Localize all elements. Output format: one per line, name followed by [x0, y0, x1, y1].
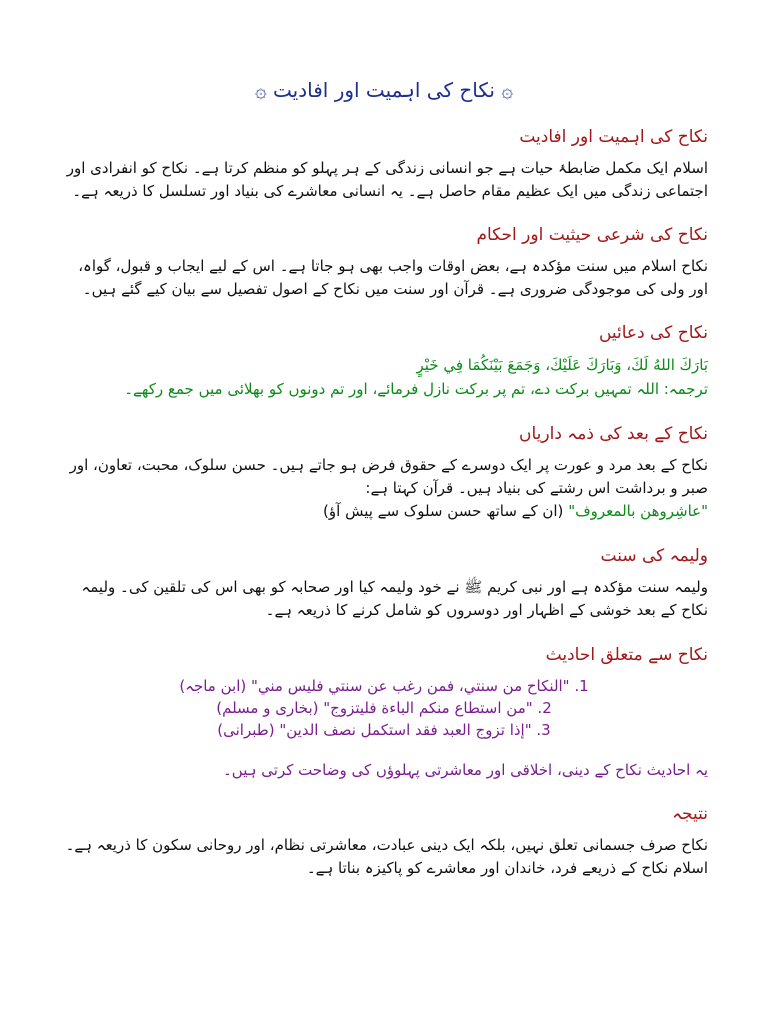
section-walima: [60, 545, 708, 622]
section-paragraph: [60, 454, 708, 523]
quran-quote: "عاشِروهن بالمعروف": [568, 502, 708, 520]
duties-body: نکاح کے بعد مرد و عورت پر ایک دوسرے کے حقوق فرض ہو جاتے ہیں۔ حسن سلوک، محبت، تعاون، اور صبر و برداشت اس رشتے کی بنیاد ہیں۔ قرآن کہتا ہے:: [69, 456, 708, 497]
section-duties: [60, 423, 708, 523]
section-heading: نکاح سے متعلق احادیث: [545, 645, 708, 665]
document-title: ۞ نکاح کی اہمیت اور افادیت ۞: [254, 78, 514, 102]
hadith-item: 2. "من استطاع منكم الباءة فليتزوج" (بخاری و مسلم): [216, 699, 552, 717]
hadith-list: [60, 675, 708, 741]
dua-translation: ترجمہ: اللہ تمہیں برکت دے، تم پر برکت نازل فرمائے، اور تم دونوں کو بھلائی میں جمع رکھے۔: [124, 380, 708, 398]
hadith-item: 3. "إذا تزوج العبد فقد استكمل نصف الدين" (طبرانی): [217, 721, 551, 739]
section-heading: نکاح کے بعد کی ذمہ داریاں: [518, 424, 708, 444]
section-paragraph: نکاح صرف جسمانی تعلق نہیں، بلکہ ایک دینی عبادت، معاشرتی نظام، اور روحانی سکون کا ذریعہ ہے۔ اسلام نکاح کے ذریعے فرد، خاندان اور معاشرے کو پاکیزہ بناتا ہے۔: [65, 836, 708, 877]
section-hadith: [60, 644, 708, 781]
section-paragraph: نکاح اسلام میں سنت مؤکدہ ہے، بعض اوقات واجب بھی ہو جاتا ہے۔ اس کے لیے ایجاب و قبول، گواہ، اور ولی کی موجودگی ضروری ہے۔ قرآن اور سنت میں نکاح کے اصول تفصیل سے بیان کیے گئے ہیں۔: [78, 257, 708, 298]
section-duas: [60, 323, 708, 401]
section-heading: نکاح کی شرعی حیثیت اور احکام: [476, 225, 708, 245]
hadith-note: یہ احادیث نکاح کے دینی، اخلاقی اور معاشرتی پہلوؤں کی وضاحت کرتی ہیں۔: [223, 761, 708, 779]
section-paragraph: اسلام ایک مکمل ضابطۂ حیات ہے جو انسانی زندگی کے ہر پہلو کو منظم کرتا ہے۔ نکاح کو انفرادی اور اجتماعی زندگی میں ایک عظیم مقام حاصل ہے۔ یہ انسانی معاشرے کی بنیاد اور تسلسل کا ذریعہ ہے۔: [66, 159, 708, 200]
quran-quote-translation: (ان کے ساتھ حسن سلوک سے پیش آؤ): [323, 502, 564, 520]
section-paragraph: ولیمہ سنت مؤکدہ ہے اور نبی کریم ﷺ نے خود ولیمہ کیا اور صحابہ کو بھی اس کی تلقین کی۔ ولیمہ نکاح کے بعد خوشی کے اظہار اور دوسروں کو شامل کرنے کا ذریعہ ہے۔: [81, 578, 708, 619]
section-heading: ولیمہ کی سنت: [600, 546, 708, 566]
section-heading: نتیجہ: [672, 804, 708, 824]
section-legal-status: [60, 225, 708, 301]
hadith-item: 1. "النكاح من سنتي، فمن رغب عن سنتي فليس مني" (ابن ماجہ): [179, 677, 589, 695]
section-heading: نکاح کی اہمیت اور افادیت: [519, 127, 708, 147]
section-conclusion: [60, 803, 708, 880]
dua-arabic-text: بَارَكَ اللهُ لَكَ، وَبَارَكَ عَلَيْكَ، وَجَمَعَ بَيْنَكُمَا فِي خَيْرٍ: [416, 356, 708, 374]
section-heading: نکاح کی دعائیں: [598, 323, 708, 343]
section-importance: [60, 126, 708, 203]
